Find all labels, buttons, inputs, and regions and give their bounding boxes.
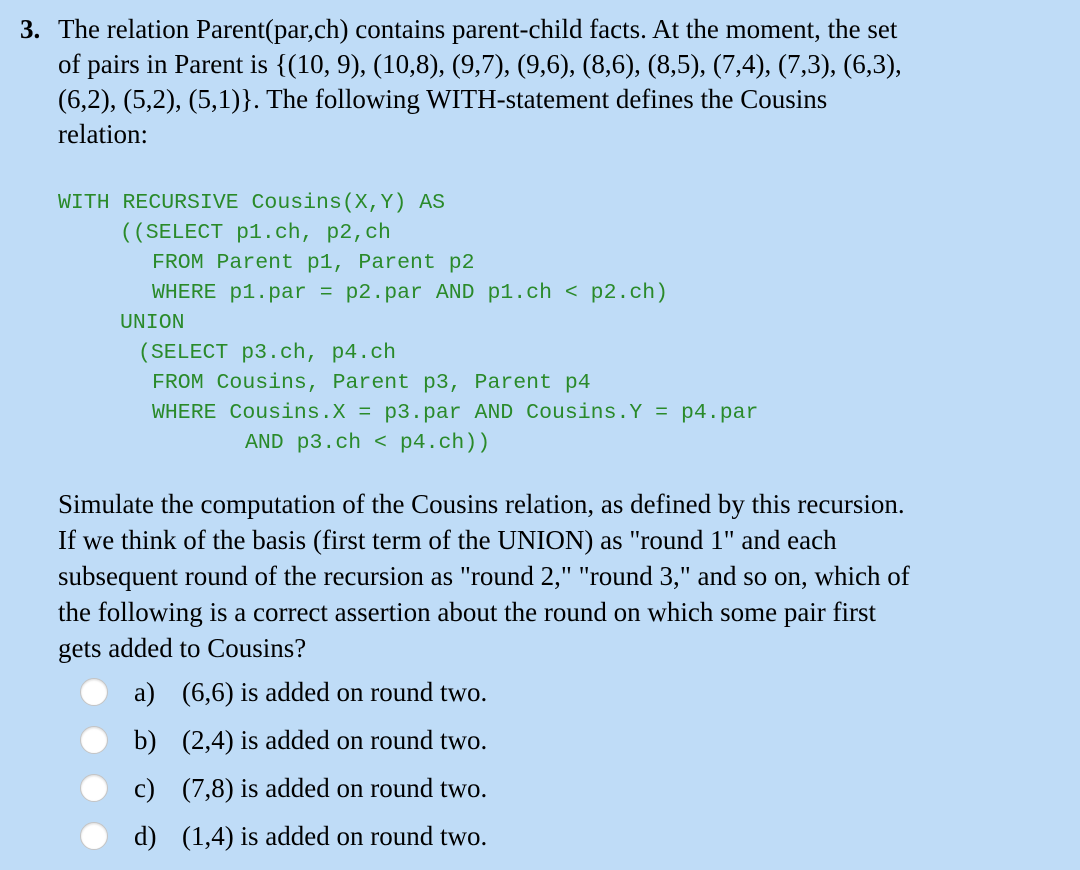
radio-button-c[interactable]	[80, 774, 108, 802]
prompt-line-4: the following is a correct assertion about the round on which some pair first	[58, 597, 877, 627]
answer-option-c[interactable]	[80, 768, 488, 808]
option-letter-d: d)	[134, 820, 157, 851]
stem-line-3: (6,2), (5,2), (5,1)}. The following WITH-statement defines the Cousins	[58, 84, 828, 114]
question-number: 3.	[20, 14, 41, 44]
code-line-9: AND p3.ch < p4.ch))	[245, 431, 491, 455]
radio-button-d[interactable]	[80, 822, 108, 850]
answer-option-b[interactable]	[80, 720, 488, 760]
code-line-6: (SELECT p3.ch, p4.ch	[138, 341, 397, 365]
option-letter-c: c)	[134, 772, 155, 803]
code-line-4: WHERE p1.par = p2.par AND p1.ch < p2.ch)	[152, 281, 669, 305]
answer-option-a[interactable]	[80, 672, 488, 712]
stem-line-2: of pairs in Parent is {(10, 9), (10,8), (9,7), (9,6), (8,6), (8,5), (7,4), (7,3), (6,3),	[58, 49, 902, 79]
prompt-line-5: gets added to Cousins?	[58, 633, 307, 663]
prompt-line-2: If we think of the basis (first term of the UNION) as "round 1" and each	[58, 525, 837, 555]
option-text-b: (2,4) is added on round two.	[182, 724, 488, 755]
option-text-c: (7,8) is added on round two.	[182, 772, 488, 803]
code-line-7: FROM Cousins, Parent p3, Parent p4	[152, 371, 591, 395]
prompt-line-1: Simulate the computation of the Cousins relation, as defined by this recursion.	[58, 489, 905, 519]
radio-button-a[interactable]	[80, 678, 108, 706]
code-line-8: WHERE Cousins.X = p3.par AND Cousins.Y = p4.par	[152, 401, 759, 425]
radio-button-b[interactable]	[80, 726, 108, 754]
code-line-3: FROM Parent p1, Parent p2	[152, 251, 475, 275]
code-line-2: ((SELECT p1.ch, p2,ch	[120, 221, 391, 245]
option-text-d: (1,4) is added on round two.	[182, 820, 488, 851]
prompt-line-3: subsequent round of the recursion as "round 2," "round 3," and so on, which of	[58, 561, 910, 591]
option-letter-b: b)	[134, 724, 157, 755]
code-line-5: UNION	[120, 311, 185, 335]
option-letter-a: a)	[134, 676, 155, 707]
option-text-a: (6,6) is added on round two.	[182, 676, 488, 707]
stem-line-4: relation:	[58, 119, 148, 149]
answer-option-d[interactable]	[80, 816, 488, 856]
code-line-1: WITH RECURSIVE Cousins(X,Y) AS	[58, 191, 446, 215]
stem-line-1: The relation Parent(par,ch) contains parent-child facts. At the moment, the set	[58, 14, 898, 44]
